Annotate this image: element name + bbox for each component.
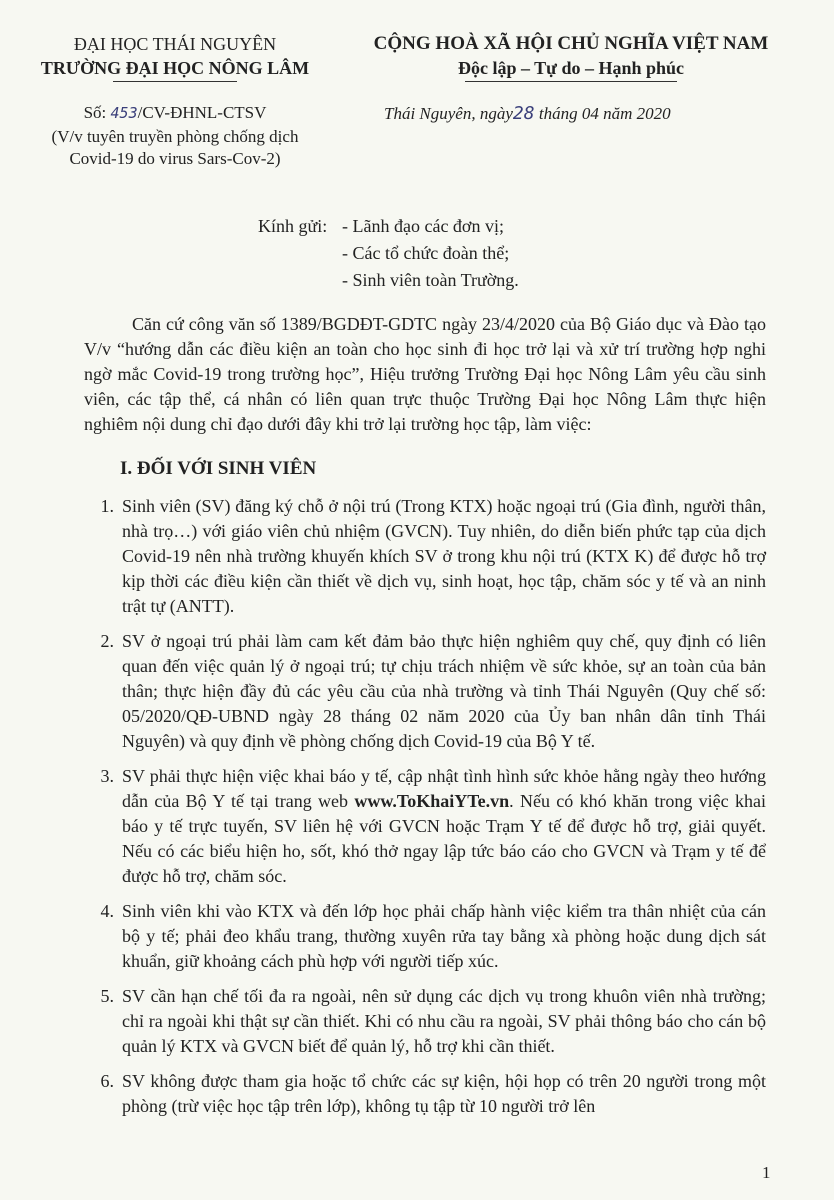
document-subject: (V/v tuyên truyền phòng chống dịch Covid-19 do virus Sars-Cov-2) [51,127,299,168]
list-item [84,494,766,619]
intro-paragraph: Căn cứ công văn số 1389/BGDĐT-GDTC ngày 23/4/2020 của Bộ Giáo dục và Đào tạo V/v “hướng dẫn các điều kiện an toàn cho học sinh đi học trở lại và xử trí trường hợp nghi ngờ mắc Covid-19 trong trường học”, Hiệu trưởng Trường Đại học Nông Lâm yêu cầu sinh viên, các tập thể, cá nhân có liên quan trực thuộc Trường Đại học Nông Lâm thực hiện nghiêm nội dung chỉ đạo dưới đây khi trở lại trường học tập, làm việc: [84,314,766,434]
item-text: Sinh viên khi vào KTX và đến lớp học phải chấp hành việc kiểm tra thân nhiệt của cán bộ y tế; phải đeo khẩu trang, thường xuyên rửa tay bằng xà phòng hoặc dung dịch sát khuẩn, giữ khoảng cách phù hợp với người tiếp xúc. [122,901,766,971]
list-item [84,984,766,1059]
item-text: SV phải thực hiện việc khai báo y tế, cập nhật tình hình sức khỏe hằng ngày theo hướng dẫn của Bộ Y tế tại trang web www.ToKhaiYTe.vn. Nếu có khó khăn trong việc khai báo y tế trực tuyến, SV liên hệ với GVCN hoặc Trạm Y tế để được hỗ trợ, giải quyết. Nếu có các biểu hiện ho, sốt, khó thở ngay lập tức báo cáo cho GVCN và Trạm y tế để được hỗ trợ, chăm sóc. [122,766,766,886]
handwritten-day: 28 [512,103,535,124]
item-number: 1. [100,496,114,516]
recipient-item: - Các tổ chức đoàn thể; [342,243,510,263]
recipient-item: - Lãnh đạo các đơn vị; [342,216,504,236]
organization-name: TRƯỜNG ĐẠI HỌC NÔNG LÂM [40,58,310,78]
organization-underline [113,81,237,82]
issuer-header [30,32,320,82]
recipients-label: Kính gửi: [258,216,328,236]
item-number: 3. [100,766,114,786]
website-link[interactable]: www.ToKhaiYTe.vn [354,791,510,811]
motto-underline [465,81,677,82]
place-and-date: Thái Nguyên, ngày28 tháng 04 năm 2020 [384,103,671,124]
list-item [84,764,766,889]
section-title: I. ĐỐI VỚI SINH VIÊN [120,458,317,479]
item-number: 4. [100,901,114,921]
list-item [84,629,766,754]
item-text: Sinh viên (SV) đăng ký chỗ ở nội trú (Trong KTX) hoặc ngoại trú (Gia đình, người thân, nhà trọ…) với giáo viên chủ nhiệm (GVCN). Tuy nhiên, do diễn biến phức tạp của dịch Covid-19 nên nhà trường khuyến khích SV ở trong khu nội trú (KTX K) để được hỗ trợ kịp thời các điều kiện cần thiết về dịch vụ, sinh hoạt, học tập, chăm sóc y tế và an ninh trật tự (ANTT). [122,496,766,616]
recipient-item: - Sinh viên toàn Trường. [342,270,519,290]
national-motto: Độc lập – Tự do – Hạnh phúc [457,58,685,78]
national-header [336,32,806,82]
parent-organization: ĐẠI HỌC THÁI NGUYÊN [73,34,277,54]
item-text: SV ở ngoại trú phải làm cam kết đảm bảo thực hiện nghiêm quy chế, quy định có liên quan đến việc quản lý ở ngoại trú; tự chịu trách nhiệm về sức khỏe, sự an toàn của bản thân; thực hiện đầy đủ các yêu cầu của nhà trường và tỉnh Thái Nguyên (Quy chế số: 05/2020/QĐ-UBND ngày 28 tháng 02 năm 2020 của Ủy ban nhân dân tỉnh Thái Nguyên) và quy định về phòng chống dịch Covid-19 của Bộ Y tế. [122,631,766,751]
item-number: 5. [100,986,114,1006]
list-item [84,899,766,974]
list-item [84,1069,766,1119]
item-number: 2. [100,631,114,651]
item-text: SV không được tham gia hoặc tổ chức các sự kiện, hội họp có trên 20 người trong một phòng (trừ việc học tập trên lớp), không tụ tập từ 10 người trở lên [122,1071,766,1116]
item-number: 6. [100,1071,114,1091]
document-number: Số: 453/CV-ĐHNL-CTSV [83,103,267,122]
item-text: SV cần hạn chế tối đa ra ngoài, nên sử dụng các dịch vụ trong khuôn viên nhà trường; chỉ ra ngoài khi thật sự cần thiết. Khi có nhu cầu ra ngoài, SV phải thông báo cho cán bộ quản lý KTX và GVCN biết để quản lý, hỗ trợ khi cần thiết. [122,986,766,1056]
recipients-list [342,213,519,294]
item-list [84,494,766,1129]
nation-title: CỘNG HOÀ XÃ HỘI CHỦ NGHĨA VIỆT NAM [373,33,769,54]
handwritten-number: 453 [110,104,138,122]
page-number: 1 [762,1163,771,1182]
